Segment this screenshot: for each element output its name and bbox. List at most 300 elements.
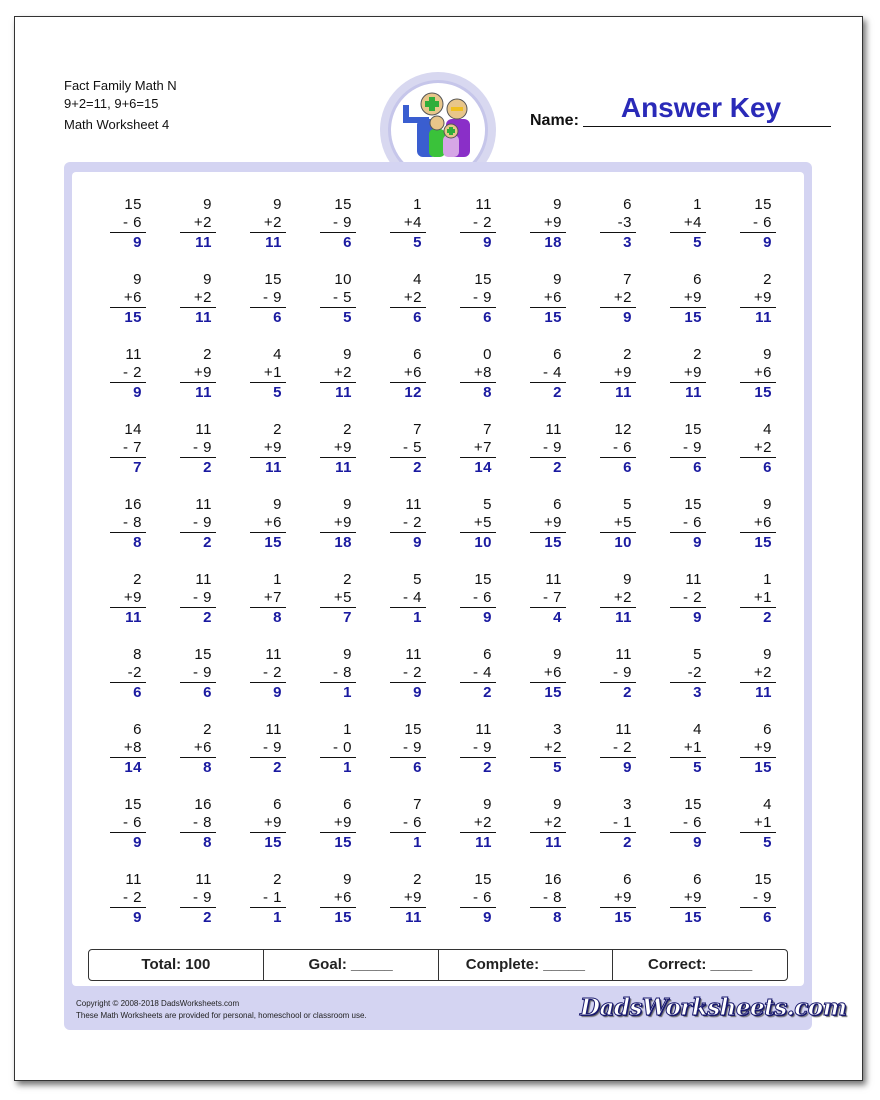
problem-item xyxy=(102,196,150,256)
problem-answer: 6 xyxy=(483,309,492,326)
problem-answer: 6 xyxy=(203,684,212,701)
problem-operator-number: - 2 xyxy=(612,739,632,756)
problem-item xyxy=(662,271,710,331)
problem-operator-number: - 8 xyxy=(192,814,212,831)
problem-item xyxy=(522,196,570,256)
problem-operator-number: +9 xyxy=(263,814,282,831)
problem-item xyxy=(242,496,290,556)
problem-item xyxy=(452,571,500,631)
problem-answer: 15 xyxy=(264,534,282,551)
problem-rule xyxy=(390,307,426,308)
problem-item xyxy=(662,496,710,556)
problem-rule xyxy=(180,532,216,533)
problem-operator-number: - 2 xyxy=(472,214,492,231)
copyright-line: Copyright © 2008-2018 DadsWorksheets.com xyxy=(76,999,240,1008)
problem-operator-number: +9 xyxy=(123,589,142,606)
problem-top-number: 1 xyxy=(693,196,702,213)
problem-answer: 1 xyxy=(413,834,422,851)
problem-item xyxy=(242,421,290,481)
problem-rule xyxy=(670,532,706,533)
problem-item xyxy=(662,796,710,856)
problem-item xyxy=(312,571,360,631)
problem-rule xyxy=(670,907,706,908)
correct-field: Correct: _____ xyxy=(612,950,787,980)
problem-rule xyxy=(250,832,286,833)
problem-operator-number: - 2 xyxy=(262,664,282,681)
problem-operator-number: +9 xyxy=(683,364,702,381)
problem-top-number: 9 xyxy=(553,196,562,213)
problem-rule xyxy=(250,757,286,758)
problem-rule xyxy=(670,607,706,608)
problem-item xyxy=(102,871,150,931)
problem-operator-number: - 9 xyxy=(192,589,212,606)
problem-item xyxy=(592,346,640,406)
problem-operator-number: - 2 xyxy=(402,664,422,681)
problem-item xyxy=(312,796,360,856)
problem-operator-number: - 7 xyxy=(542,589,562,606)
problem-answer: 11 xyxy=(195,234,212,251)
problem-top-number: 15 xyxy=(754,196,772,213)
problem-operator-number: - 1 xyxy=(262,889,282,906)
problem-top-number: 4 xyxy=(413,271,422,288)
problem-item xyxy=(732,196,780,256)
problem-rule xyxy=(250,457,286,458)
problem-top-number: 2 xyxy=(763,271,772,288)
problem-answer: 4 xyxy=(553,609,562,626)
problem-operator-number: +2 xyxy=(193,214,212,231)
problem-item xyxy=(172,346,220,406)
problem-operator-number: +7 xyxy=(473,439,492,456)
problem-rule xyxy=(110,232,146,233)
problem-operator-number: +9 xyxy=(753,739,772,756)
problem-item xyxy=(102,646,150,706)
problem-top-number: 6 xyxy=(553,346,562,363)
problem-top-number: 9 xyxy=(483,796,492,813)
problem-item xyxy=(522,721,570,781)
problem-item xyxy=(732,271,780,331)
problem-item xyxy=(102,571,150,631)
problem-item xyxy=(592,496,640,556)
problem-answer: 3 xyxy=(623,234,632,251)
problem-answer: 9 xyxy=(483,609,492,626)
problem-operator-number: - 9 xyxy=(472,289,492,306)
answer-key-text: Answer Key xyxy=(620,92,782,123)
problem-operator-number: +2 xyxy=(613,589,632,606)
problem-operator-number: +9 xyxy=(543,514,562,531)
problem-top-number: 11 xyxy=(195,871,212,888)
problem-top-number: 11 xyxy=(265,646,282,663)
problem-operator-number: +9 xyxy=(193,364,212,381)
problem-item xyxy=(452,271,500,331)
problem-answer: 9 xyxy=(133,234,142,251)
worksheet-number: Math Worksheet 4 xyxy=(64,117,170,132)
problem-rule xyxy=(600,757,636,758)
problem-top-number: 5 xyxy=(483,496,492,513)
problem-rule xyxy=(600,532,636,533)
problem-item xyxy=(312,646,360,706)
problem-top-number: 11 xyxy=(475,196,492,213)
problem-item xyxy=(242,721,290,781)
problem-answer: 12 xyxy=(404,384,422,401)
problem-operator-number: - 6 xyxy=(122,214,142,231)
problem-rule xyxy=(600,457,636,458)
problem-item xyxy=(522,346,570,406)
problem-item xyxy=(382,496,430,556)
problem-answer: 9 xyxy=(693,834,702,851)
problem-rule xyxy=(530,457,566,458)
problem-operator-number: - 8 xyxy=(332,664,352,681)
problem-operator-number: +6 xyxy=(263,514,282,531)
problem-operator-number: +1 xyxy=(263,364,282,381)
problem-rule xyxy=(390,382,426,383)
problem-operator-number: +4 xyxy=(403,214,422,231)
problem-item xyxy=(452,721,500,781)
problem-operator-number: +9 xyxy=(333,514,352,531)
problem-answer: 11 xyxy=(615,384,632,401)
problem-operator-number: +9 xyxy=(333,814,352,831)
problem-top-number: 11 xyxy=(615,646,632,663)
problem-answer: 15 xyxy=(684,309,702,326)
problem-top-number: 2 xyxy=(343,421,352,438)
problem-rule xyxy=(110,832,146,833)
problem-top-number: 16 xyxy=(194,796,212,813)
problem-top-number: 15 xyxy=(684,421,702,438)
problem-rule xyxy=(390,907,426,908)
problem-rule xyxy=(460,607,496,608)
problem-top-number: 11 xyxy=(195,571,212,588)
problem-answer: 1 xyxy=(413,609,422,626)
problem-operator-number: +5 xyxy=(333,589,352,606)
problem-answer: 6 xyxy=(343,234,352,251)
problem-top-number: 16 xyxy=(544,871,562,888)
problem-item xyxy=(662,196,710,256)
problem-operator-number: -2 xyxy=(127,664,142,681)
problem-operator-number: +6 xyxy=(753,364,772,381)
problem-rule xyxy=(460,307,496,308)
problem-answer: 2 xyxy=(273,759,282,776)
problem-rule xyxy=(110,757,146,758)
problem-rule xyxy=(110,457,146,458)
problem-top-number: 9 xyxy=(343,646,352,663)
problem-top-number: 11 xyxy=(405,646,422,663)
problem-rule xyxy=(390,832,426,833)
problem-item xyxy=(102,421,150,481)
problem-item xyxy=(102,271,150,331)
problem-answer: 15 xyxy=(334,909,352,926)
problem-top-number: 15 xyxy=(334,196,352,213)
problem-operator-number: - 8 xyxy=(542,889,562,906)
problem-top-number: 9 xyxy=(203,196,212,213)
problem-item xyxy=(172,721,220,781)
problem-item xyxy=(592,721,640,781)
problem-operator-number: - 6 xyxy=(122,814,142,831)
problem-answer: 11 xyxy=(755,684,772,701)
problem-answer: 6 xyxy=(763,909,772,926)
problem-rule xyxy=(320,832,356,833)
problem-operator-number: - 4 xyxy=(402,589,422,606)
problem-top-number: 6 xyxy=(483,646,492,663)
problem-item xyxy=(732,721,780,781)
problem-rule xyxy=(600,382,636,383)
problem-item xyxy=(172,871,220,931)
problem-rule xyxy=(390,757,426,758)
problem-operator-number: +5 xyxy=(473,514,492,531)
problem-top-number: 2 xyxy=(133,571,142,588)
problem-item xyxy=(522,271,570,331)
problem-rule xyxy=(530,607,566,608)
problem-item xyxy=(382,421,430,481)
problem-operator-number: +6 xyxy=(333,889,352,906)
problem-operator-number: +5 xyxy=(613,514,632,531)
problem-item xyxy=(382,646,430,706)
problem-rule xyxy=(670,682,706,683)
problem-answer: 9 xyxy=(623,309,632,326)
problem-operator-number: +2 xyxy=(193,289,212,306)
problem-top-number: 15 xyxy=(264,271,282,288)
problem-rule xyxy=(530,532,566,533)
problem-item xyxy=(172,421,220,481)
problem-item xyxy=(102,496,150,556)
problem-rule xyxy=(600,232,636,233)
problem-item xyxy=(662,421,710,481)
problem-rule xyxy=(600,682,636,683)
problem-item xyxy=(312,271,360,331)
problem-item xyxy=(452,421,500,481)
problem-operator-number: +9 xyxy=(683,289,702,306)
problem-item xyxy=(312,196,360,256)
problem-rule xyxy=(110,907,146,908)
problem-rule xyxy=(320,532,356,533)
problem-operator-number: - 6 xyxy=(472,889,492,906)
problem-item xyxy=(102,796,150,856)
problem-answer: 14 xyxy=(124,759,142,776)
problem-rule xyxy=(740,382,776,383)
problem-rule xyxy=(740,532,776,533)
problem-operator-number: - 9 xyxy=(402,739,422,756)
problem-rule xyxy=(740,682,776,683)
problem-answer: 2 xyxy=(483,684,492,701)
problem-answer: 11 xyxy=(545,834,562,851)
problem-answer: 1 xyxy=(273,909,282,926)
problem-answer: 2 xyxy=(203,609,212,626)
problem-operator-number: +8 xyxy=(473,364,492,381)
problem-rule xyxy=(460,232,496,233)
problem-top-number: 6 xyxy=(763,721,772,738)
problem-operator-number: - 2 xyxy=(402,514,422,531)
problem-operator-number: -3 xyxy=(617,214,632,231)
problem-operator-number: - 6 xyxy=(472,589,492,606)
problem-top-number: 6 xyxy=(693,871,702,888)
problem-top-number: 9 xyxy=(343,346,352,363)
problem-answer: 18 xyxy=(334,534,352,551)
problem-item xyxy=(172,196,220,256)
problem-answer: 9 xyxy=(413,684,422,701)
problem-rule xyxy=(180,832,216,833)
problem-answer: 7 xyxy=(343,609,352,626)
problem-top-number: 9 xyxy=(203,271,212,288)
problem-top-number: 7 xyxy=(483,421,492,438)
problem-top-number: 15 xyxy=(404,721,422,738)
problem-rule xyxy=(180,232,216,233)
problem-operator-number: +2 xyxy=(613,289,632,306)
problem-answer: 9 xyxy=(763,234,772,251)
problem-top-number: 9 xyxy=(343,871,352,888)
problem-top-number: 11 xyxy=(125,346,142,363)
problem-answer: 2 xyxy=(623,834,632,851)
problem-answer: 11 xyxy=(755,309,772,326)
problem-answer: 15 xyxy=(264,834,282,851)
goal-field: Goal: _____ xyxy=(263,950,438,980)
problem-top-number: 4 xyxy=(763,796,772,813)
problem-top-number: 4 xyxy=(273,346,282,363)
total-count: Total: 100 xyxy=(141,956,211,973)
problem-operator-number: - 6 xyxy=(752,214,772,231)
problem-operator-number: +9 xyxy=(753,289,772,306)
problem-item xyxy=(662,346,710,406)
problem-rule xyxy=(390,682,426,683)
problem-top-number: 9 xyxy=(763,496,772,513)
problem-answer: 9 xyxy=(623,759,632,776)
problem-answer: 11 xyxy=(195,384,212,401)
problem-answer: 8 xyxy=(553,909,562,926)
problems-frame xyxy=(64,162,812,1030)
problem-rule xyxy=(740,757,776,758)
problem-operator-number: +4 xyxy=(683,214,702,231)
problem-rule xyxy=(390,532,426,533)
problem-answer: 15 xyxy=(754,384,772,401)
problem-operator-number: - 8 xyxy=(122,514,142,531)
problem-answer: 9 xyxy=(693,534,702,551)
problem-top-number: 7 xyxy=(623,271,632,288)
problem-rule xyxy=(390,607,426,608)
problem-top-number: 6 xyxy=(273,796,282,813)
problem-top-number: 7 xyxy=(413,796,422,813)
problem-rule xyxy=(740,307,776,308)
problem-operator-number: +2 xyxy=(543,814,562,831)
problem-operator-number: - 4 xyxy=(472,664,492,681)
problem-answer: 9 xyxy=(693,609,702,626)
problem-top-number: 11 xyxy=(195,496,212,513)
problem-operator-number: +6 xyxy=(543,664,562,681)
problem-answer: 15 xyxy=(754,534,772,551)
problem-rule xyxy=(110,532,146,533)
problem-answer: 2 xyxy=(203,909,212,926)
problem-answer: 8 xyxy=(203,834,212,851)
problem-operator-number: - 9 xyxy=(682,439,702,456)
problem-rule xyxy=(530,907,566,908)
problem-item xyxy=(242,871,290,931)
problem-operator-number: +2 xyxy=(403,289,422,306)
problem-top-number: 9 xyxy=(763,646,772,663)
problem-operator-number: - 2 xyxy=(122,889,142,906)
problem-rule xyxy=(320,457,356,458)
problem-top-number: 5 xyxy=(623,496,632,513)
problem-answer: 9 xyxy=(413,534,422,551)
problem-top-number: 16 xyxy=(124,496,142,513)
problem-operator-number: +1 xyxy=(753,814,772,831)
problem-top-number: 15 xyxy=(684,796,702,813)
problem-top-number: 6 xyxy=(133,721,142,738)
problem-top-number: 5 xyxy=(413,571,422,588)
problem-operator-number: - 9 xyxy=(262,739,282,756)
problem-top-number: 6 xyxy=(553,496,562,513)
problem-top-number: 11 xyxy=(685,571,702,588)
problem-item xyxy=(732,871,780,931)
problem-top-number: 15 xyxy=(754,871,772,888)
problem-operator-number: +6 xyxy=(753,514,772,531)
problem-operator-number: - 2 xyxy=(122,364,142,381)
problem-rule xyxy=(670,757,706,758)
problem-rule xyxy=(180,907,216,908)
problem-top-number: 15 xyxy=(124,196,142,213)
problem-operator-number: +2 xyxy=(543,739,562,756)
problem-operator-number: +9 xyxy=(613,889,632,906)
problem-answer: 15 xyxy=(544,534,562,551)
problem-item xyxy=(382,271,430,331)
problem-top-number: 4 xyxy=(693,721,702,738)
problem-answer: 15 xyxy=(334,834,352,851)
problem-top-number: 6 xyxy=(343,796,352,813)
problem-top-number: 15 xyxy=(474,571,492,588)
problem-answer: 9 xyxy=(483,234,492,251)
problem-rule xyxy=(740,457,776,458)
problem-rule xyxy=(250,682,286,683)
problem-operator-number: +2 xyxy=(333,364,352,381)
problem-top-number: 10 xyxy=(334,271,352,288)
problem-answer: 9 xyxy=(133,384,142,401)
problem-operator-number: - 9 xyxy=(192,664,212,681)
problem-operator-number: +6 xyxy=(123,289,142,306)
problem-top-number: 4 xyxy=(763,421,772,438)
problem-rule xyxy=(530,232,566,233)
name-underline xyxy=(583,126,831,127)
problem-rule xyxy=(530,832,566,833)
problem-operator-number: - 6 xyxy=(402,814,422,831)
problems-grid xyxy=(72,172,804,986)
problem-item xyxy=(382,871,430,931)
problem-answer: 15 xyxy=(684,909,702,926)
problem-answer: 5 xyxy=(763,834,772,851)
problem-item xyxy=(592,796,640,856)
problem-answer: 11 xyxy=(335,384,352,401)
problem-top-number: 0 xyxy=(483,346,492,363)
problem-item xyxy=(382,346,430,406)
problem-top-number: 9 xyxy=(273,496,282,513)
problem-rule xyxy=(530,382,566,383)
problem-answer: 2 xyxy=(553,459,562,476)
problem-answer: 11 xyxy=(265,459,282,476)
problem-item xyxy=(452,796,500,856)
problem-top-number: 7 xyxy=(413,421,422,438)
score-summary xyxy=(88,949,788,981)
problem-answer: 11 xyxy=(685,384,702,401)
problem-top-number: 9 xyxy=(553,796,562,813)
problem-top-number: 2 xyxy=(273,421,282,438)
problem-rule xyxy=(390,457,426,458)
problem-answer: 2 xyxy=(763,609,772,626)
problem-rule xyxy=(320,232,356,233)
problem-top-number: 9 xyxy=(133,271,142,288)
worksheet-title: Fact Family Math N xyxy=(64,78,177,93)
problem-item xyxy=(522,496,570,556)
problem-item xyxy=(592,571,640,631)
problem-operator-number: +7 xyxy=(263,589,282,606)
problem-top-number: 1 xyxy=(413,196,422,213)
problem-item xyxy=(172,646,220,706)
problem-answer: 5 xyxy=(553,759,562,776)
problem-item xyxy=(592,646,640,706)
problem-operator-number: - 9 xyxy=(542,439,562,456)
